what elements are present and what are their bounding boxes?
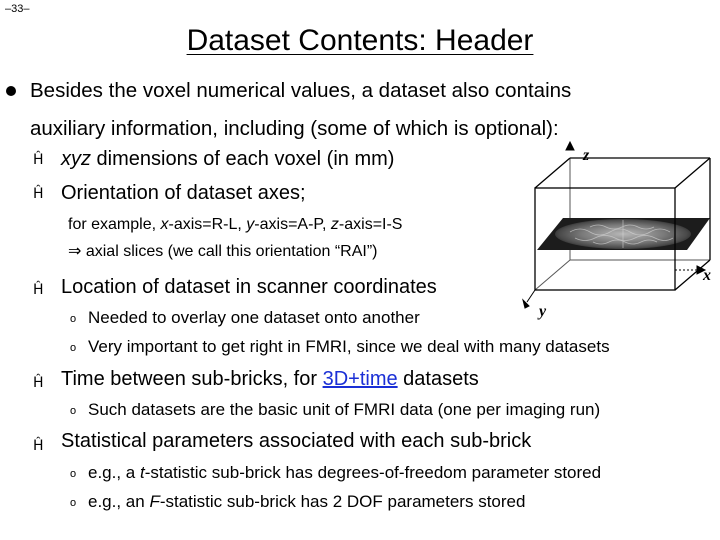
- stat-sub-2: e.g., an F-statistic sub-brick has 2 DOF parameters stored: [88, 492, 526, 511]
- sub-bullet-icon: o: [70, 342, 77, 354]
- item-orientation: Orientation of dataset axes;: [61, 182, 306, 204]
- axial-slices-note: ⇒ axial slices (we call this orientation “RAI”): [68, 241, 378, 260]
- page-number: –33–: [5, 3, 30, 15]
- link-3d-time[interactable]: 3D+time: [322, 368, 398, 390]
- bullet-dot: [6, 86, 16, 96]
- item-stat: Statistical parameters associated with each sub-brick: [61, 430, 532, 452]
- xyz-em: xyz: [61, 148, 91, 170]
- sub-bullet-icon: o: [70, 313, 77, 325]
- axis-label-x: x: [703, 267, 711, 284]
- sub-bullet-icon: o: [70, 405, 77, 417]
- xyz-rest: dimensions of each voxel (in mm): [91, 148, 395, 170]
- axis-label-z: z: [583, 147, 590, 164]
- hook-bullet-icon: Ĥ: [33, 282, 44, 298]
- slide-title-text: Dataset Contents: Header: [186, 24, 534, 57]
- intro-line-1: Besides the voxel numerical values, a dataset also contains: [30, 79, 572, 102]
- axis-label-y: y: [539, 303, 547, 320]
- implies-icon: ⇒: [68, 241, 82, 260]
- axial-slice-cube-figure: [515, 140, 715, 320]
- z-arrow-icon: [566, 142, 574, 150]
- hook-bullet-icon: Ĥ: [33, 438, 44, 454]
- location-sub-2: Very important to get right in FMRI, since we deal with many datasets: [88, 337, 610, 356]
- hook-bullet-icon: Ĥ: [33, 375, 44, 391]
- time-sub-1: Such datasets are the basic unit of FMRI data (one per imaging run): [88, 400, 601, 419]
- slide-title: [0, 24, 720, 58]
- item-time: Time between sub-bricks, for 3D+time datasets: [61, 368, 479, 390]
- hook-bullet-icon: Ĥ: [33, 186, 44, 202]
- location-sub-1: Needed to overlay one dataset onto another: [88, 308, 420, 327]
- orientation-example: for example, x-axis=R-L, y-axis=A-P, z-axis=I-S: [68, 216, 403, 233]
- sub-bullet-icon: o: [70, 468, 77, 480]
- hook-bullet-icon: Ĥ: [33, 152, 44, 168]
- item-xyz: [61, 148, 394, 171]
- item-location: Location of dataset in scanner coordinates: [61, 276, 437, 298]
- stat-sub-1: e.g., a t-statistic sub-brick has degrees-of-freedom parameter stored: [88, 463, 602, 482]
- intro-line-2: auxiliary information, including (some of which is optional):: [30, 117, 559, 140]
- sub-bullet-icon: o: [70, 497, 77, 509]
